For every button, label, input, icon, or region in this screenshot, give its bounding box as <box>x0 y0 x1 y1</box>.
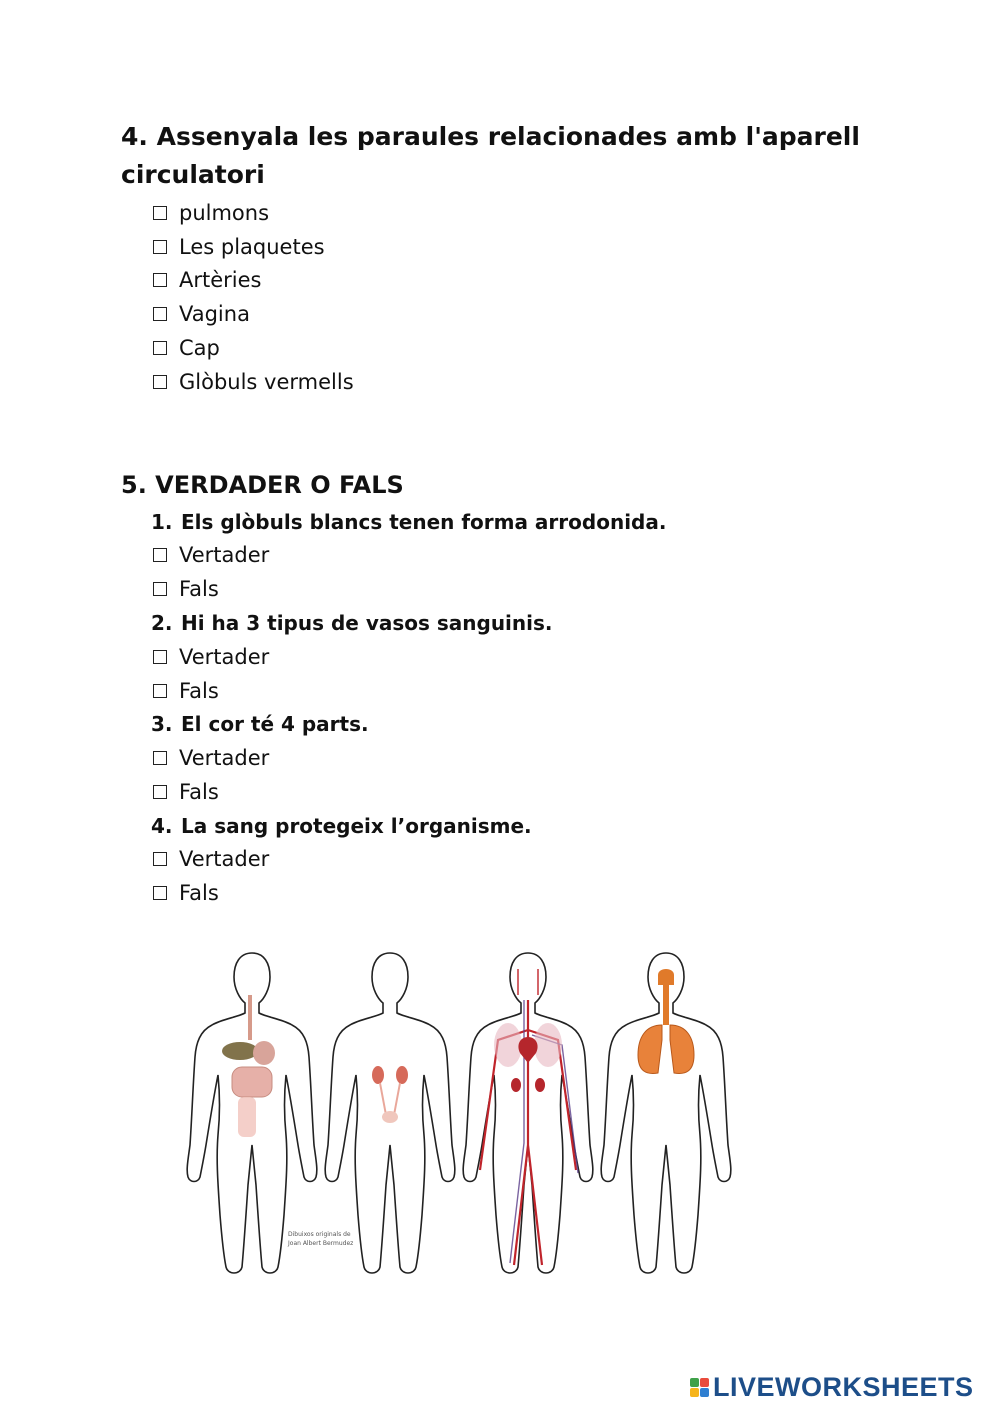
statement-4-true[interactable] <box>153 844 269 874</box>
option-plaquetes[interactable] <box>153 232 325 262</box>
liveworksheets-logo-icon <box>690 1378 709 1397</box>
checkbox[interactable] <box>153 548 167 562</box>
checkbox[interactable] <box>153 206 167 220</box>
statement-2-true[interactable] <box>153 642 269 672</box>
brand-text: LIVEWORKSHEETS <box>713 1371 974 1402</box>
option-label: Vagina <box>179 302 250 326</box>
option-label: Glòbuls vermells <box>179 370 354 394</box>
statement-2-false[interactable] <box>153 676 219 706</box>
statement-3 <box>151 709 369 739</box>
checkbox[interactable] <box>153 852 167 866</box>
logo-square <box>700 1378 709 1387</box>
checkbox[interactable] <box>153 751 167 765</box>
option-label: Les plaquetes <box>179 235 325 259</box>
option-label: pulmons <box>179 201 270 225</box>
body-systems-illustration <box>182 945 742 1280</box>
checkbox[interactable] <box>153 886 167 900</box>
checkbox[interactable] <box>153 375 167 389</box>
option-label: Fals <box>179 679 219 703</box>
option-label: Cap <box>179 336 220 360</box>
statement-number: 4. <box>151 814 173 838</box>
option-label: Fals <box>179 780 219 804</box>
statement-4-false[interactable] <box>153 878 219 908</box>
option-label: Vertader <box>179 543 270 567</box>
statement-3-true[interactable] <box>153 743 269 773</box>
logo-square <box>690 1388 699 1397</box>
option-pulmons[interactable] <box>153 198 269 228</box>
checkbox[interactable] <box>153 273 167 287</box>
option-label: Artèries <box>179 268 262 292</box>
option-label: Fals <box>179 881 219 905</box>
statement-text: La sang protegeix l’organisme. <box>181 814 532 838</box>
statement-text: Hi ha 3 tipus de vasos sanguinis. <box>181 611 553 635</box>
respiratory-system-body <box>601 953 731 1273</box>
checkbox[interactable] <box>153 684 167 698</box>
circulatory-system-body <box>463 953 593 1273</box>
digestive-system-body <box>187 953 317 1273</box>
body-systems-figure <box>182 945 742 1280</box>
checkbox[interactable] <box>153 341 167 355</box>
figure-credit: Dibuixos originals de Joan Albert Bermudez <box>288 1231 354 1247</box>
statement-number: 3. <box>151 712 173 736</box>
statement-number: 1. <box>151 510 173 534</box>
option-label: Fals <box>179 577 219 601</box>
option-vagina[interactable] <box>153 299 250 329</box>
checkbox[interactable] <box>153 650 167 664</box>
checkbox[interactable] <box>153 240 167 254</box>
statement-1-false[interactable] <box>153 574 219 604</box>
checkbox[interactable] <box>153 582 167 596</box>
option-label: Vertader <box>179 847 270 871</box>
statement-number: 2. <box>151 611 173 635</box>
statement-1 <box>151 507 666 537</box>
question-4-title: 4. Assenyala les paraules relacionades amb l'aparell circulatori <box>121 122 860 189</box>
excretory-system-body <box>325 953 455 1273</box>
statement-2 <box>151 608 553 638</box>
checkbox[interactable] <box>153 307 167 321</box>
option-label: Vertader <box>179 645 270 669</box>
logo-square <box>690 1378 699 1387</box>
logo-square <box>700 1388 709 1397</box>
statement-text: Els glòbuls blancs tenen forma arrodonida. <box>181 510 667 534</box>
question-5-title: 5. VERDADER O FALS <box>121 471 404 499</box>
statement-1-true[interactable] <box>153 540 269 570</box>
option-label: Vertader <box>179 746 270 770</box>
option-globuls-vermells[interactable] <box>153 367 354 397</box>
checkbox[interactable] <box>153 785 167 799</box>
liveworksheets-brand[interactable] <box>690 1372 974 1402</box>
statement-text: El cor té 4 parts. <box>181 712 369 736</box>
option-arteries[interactable] <box>153 265 261 295</box>
statement-4 <box>151 811 532 841</box>
option-cap[interactable] <box>153 333 220 363</box>
statement-3-false[interactable] <box>153 777 219 807</box>
